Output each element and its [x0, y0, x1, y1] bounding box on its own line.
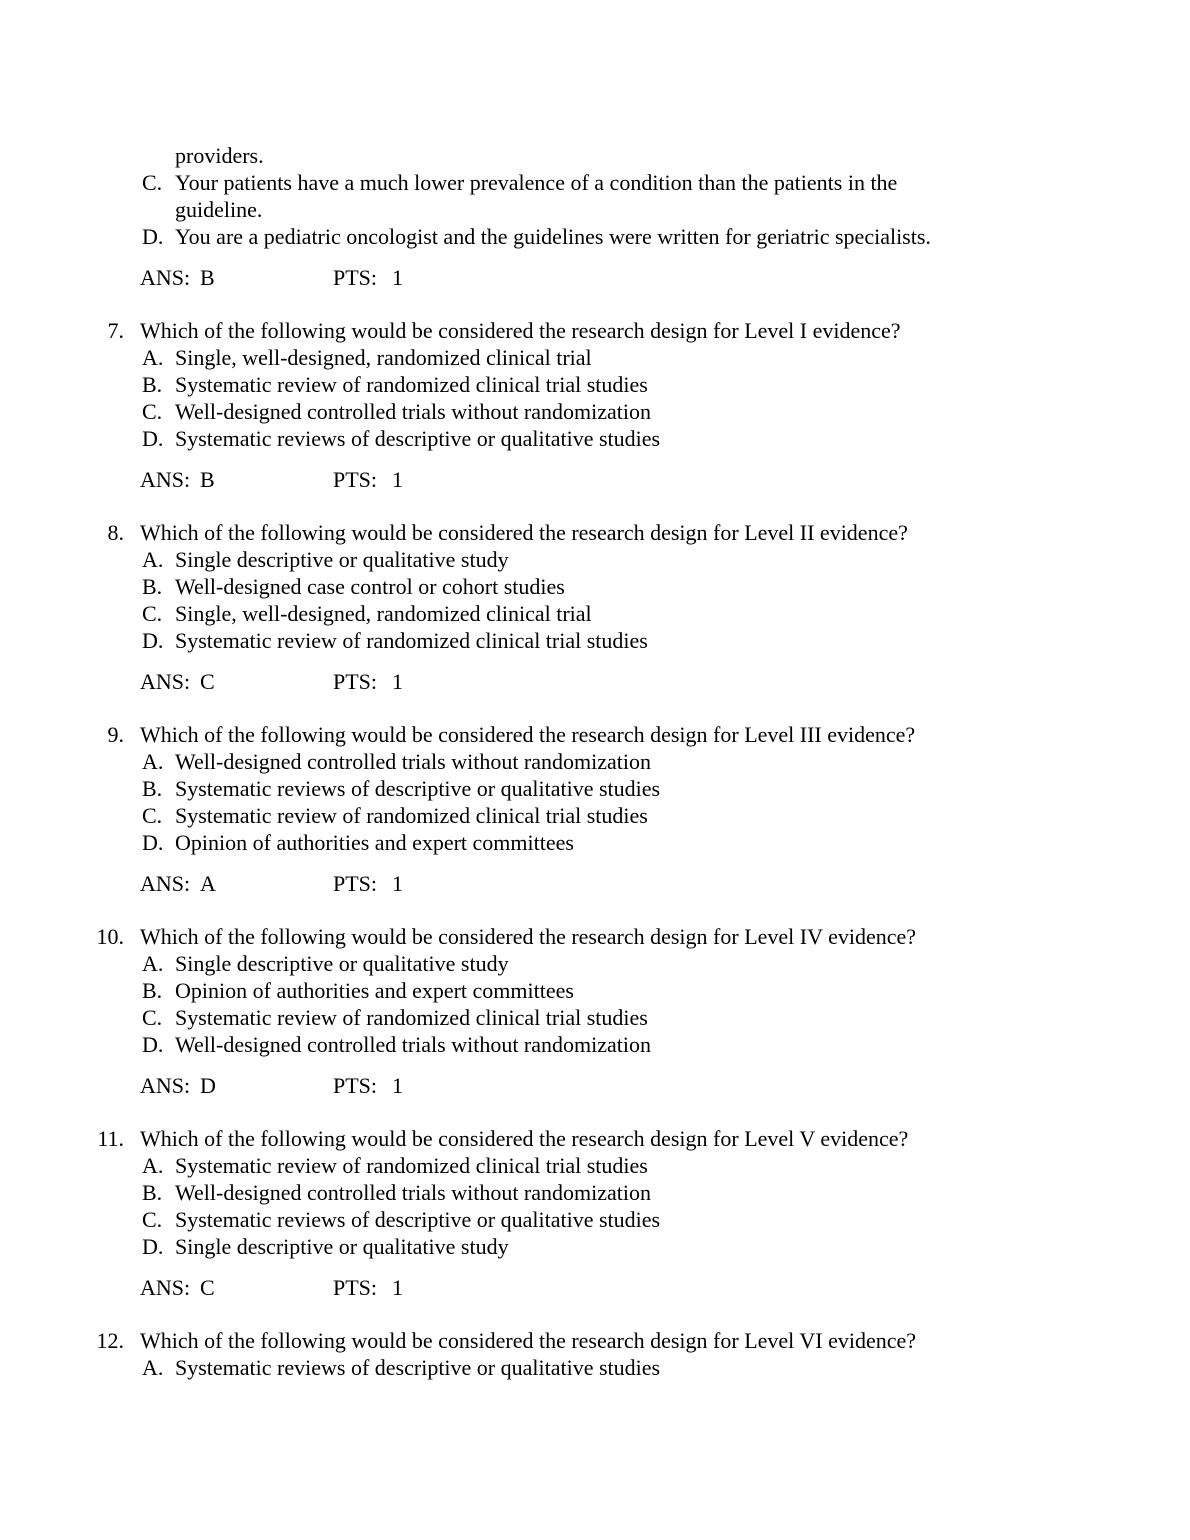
pts-value: 1 [392, 669, 403, 694]
pts-value: 1 [392, 265, 403, 290]
option-letter: A. [142, 951, 164, 976]
option-letter: A. [142, 1355, 164, 1380]
answer-option [142, 169, 1050, 223]
answer-option [142, 371, 1050, 398]
question-line [88, 1327, 1050, 1354]
option-text: Systematic reviews of descriptive or qualitative studies [175, 1355, 661, 1380]
option-letter: C. [142, 170, 163, 195]
answer-option [142, 1179, 1050, 1206]
ans-value: C [200, 1275, 215, 1300]
option-text: Well-designed controlled trials without randomization [175, 749, 651, 774]
option-text: Systematic review of randomized clinical trial studies [175, 1005, 648, 1030]
option-text: Single descriptive or qualitative study [175, 547, 509, 572]
ans-value: C [200, 669, 215, 694]
pts-label: PTS: [333, 265, 378, 290]
answer-option [142, 600, 1050, 627]
option-list [88, 546, 1050, 654]
option-text: Systematic review of randomized clinical trial studies [175, 372, 648, 397]
answer-option [142, 1031, 1050, 1058]
question [88, 923, 1050, 1099]
answer-row [140, 1072, 1050, 1099]
option-text: Systematic reviews of descriptive or qualitative studies [175, 426, 661, 451]
answer-option [142, 425, 1050, 452]
option-text: Well-designed controlled trials without randomization [175, 1180, 651, 1205]
question-text: Which of the following would be considered the research design for Level III evidence? [140, 722, 916, 747]
ans-value: A [200, 871, 216, 896]
answer-row [140, 264, 1050, 291]
question-number: 9. [107, 722, 124, 747]
ans-label: ANS: [140, 871, 191, 896]
question-number: 11. [97, 1126, 124, 1151]
option-text: You are a pediatric oncologist and the guidelines were written for geriatric specialists. [175, 224, 931, 249]
answer-option [142, 573, 1050, 600]
option-letter: D. [142, 426, 164, 451]
option-text: Well-designed controlled trials without randomization [175, 1032, 651, 1057]
option-text: Well-designed case control or cohort studies [175, 574, 565, 599]
question [88, 1327, 1050, 1381]
pts-value: 1 [392, 871, 403, 896]
option-letter: C. [142, 1207, 163, 1232]
option-text: Systematic review of randomized clinical trial studies [175, 1153, 648, 1178]
ans-label: ANS: [140, 1073, 191, 1098]
pts-label: PTS: [333, 467, 378, 492]
option-letter: D. [142, 224, 164, 249]
option-letter: D. [142, 1234, 164, 1259]
question-line [88, 519, 1050, 546]
option-letter: D. [142, 1032, 164, 1057]
question-line [88, 721, 1050, 748]
question-number: 10. [96, 924, 124, 949]
option-list [88, 169, 1050, 250]
answer-option [142, 398, 1050, 425]
question-line [88, 923, 1050, 950]
answer-option [142, 775, 1050, 802]
question-list [88, 317, 1050, 1381]
question-number: 8. [107, 520, 124, 545]
option-list [88, 1354, 1050, 1381]
option-letter: B. [142, 978, 163, 1003]
option-letter: D. [142, 830, 164, 855]
ans-value: D [200, 1073, 216, 1098]
answer-option [142, 1152, 1050, 1179]
question [88, 1125, 1050, 1301]
question [88, 317, 1050, 493]
pts-value: 1 [392, 467, 403, 492]
question-text: Which of the following would be considered the research design for Level VI evidence? [140, 1328, 917, 1353]
pts-label: PTS: [333, 871, 378, 896]
carryover-question [88, 142, 1050, 291]
option-text: Systematic review of randomized clinical trial studies [175, 628, 648, 653]
question-text: Which of the following would be considered the research design for Level I evidence? [140, 318, 901, 343]
pts-value: 1 [392, 1073, 403, 1098]
question-text: Which of the following would be considered the research design for Level V evidence? [140, 1126, 909, 1151]
option-letter: A. [142, 1153, 164, 1178]
pts-value: 1 [392, 1275, 403, 1300]
option-letter: A. [142, 345, 164, 370]
option-letter: B. [142, 574, 163, 599]
answer-option [142, 748, 1050, 775]
option-letter: B. [142, 776, 163, 801]
option-list [88, 344, 1050, 452]
answer-option [142, 1233, 1050, 1260]
option-letter: C. [142, 803, 163, 828]
option-letter: B. [142, 372, 163, 397]
option-letter [142, 142, 175, 169]
answer-option [142, 1206, 1050, 1233]
question-number: 12. [96, 1328, 124, 1353]
answer-option [142, 1004, 1050, 1031]
question-number: 7. [107, 318, 124, 343]
ans-label: ANS: [140, 669, 191, 694]
continuation-line [142, 142, 1050, 169]
ans-value: B [200, 467, 215, 492]
option-text: Your patients have a much lower prevalence of a condition than the patients in the guideline. [175, 170, 898, 222]
option-list [88, 1152, 1050, 1260]
answer-option [142, 802, 1050, 829]
question-text: Which of the following would be considered the research design for Level II evidence? [140, 520, 908, 545]
option-letter: D. [142, 628, 164, 653]
answer-row [140, 1274, 1050, 1301]
option-text: Opinion of authorities and expert committees [175, 978, 574, 1003]
answer-row [140, 466, 1050, 493]
pts-label: PTS: [333, 669, 378, 694]
option-letter: C. [142, 1005, 163, 1030]
option-text: Single descriptive or qualitative study [175, 951, 509, 976]
question-text: Which of the following would be considered the research design for Level IV evidence? [140, 924, 917, 949]
ans-label: ANS: [140, 265, 191, 290]
ans-label: ANS: [140, 1275, 191, 1300]
option-text: Single, well-designed, randomized clinical trial [175, 601, 592, 626]
pts-label: PTS: [333, 1275, 378, 1300]
option-text: Well-designed controlled trials without randomization [175, 399, 651, 424]
option-text: Systematic reviews of descriptive or qualitative studies [175, 1207, 661, 1232]
ans-value: B [200, 265, 215, 290]
answer-option [142, 950, 1050, 977]
option-letter: B. [142, 1180, 163, 1205]
answer-option [142, 627, 1050, 654]
option-text: Opinion of authorities and expert committees [175, 830, 574, 855]
answer-option [142, 223, 1050, 250]
answer-option [142, 546, 1050, 573]
question [88, 721, 1050, 897]
continuation-text: providers. [175, 143, 264, 168]
option-text: Single descriptive or qualitative study [175, 1234, 509, 1259]
answer-option [142, 977, 1050, 1004]
question [88, 519, 1050, 695]
option-list [88, 950, 1050, 1058]
question-line [88, 1125, 1050, 1152]
pts-label: PTS: [333, 1073, 378, 1098]
option-text: Systematic review of randomized clinical trial studies [175, 803, 648, 828]
option-text: Single, well-designed, randomized clinical trial [175, 345, 592, 370]
answer-option [142, 1354, 1050, 1381]
option-letter: C. [142, 601, 163, 626]
option-text: Systematic reviews of descriptive or qualitative studies [175, 776, 661, 801]
answer-row [140, 668, 1050, 695]
ans-label: ANS: [140, 467, 191, 492]
option-letter: A. [142, 547, 164, 572]
answer-option [142, 344, 1050, 371]
option-list [88, 748, 1050, 856]
answer-row [140, 870, 1050, 897]
option-letter: A. [142, 749, 164, 774]
question-line [88, 317, 1050, 344]
answer-option [142, 829, 1050, 856]
option-letter: C. [142, 399, 163, 424]
